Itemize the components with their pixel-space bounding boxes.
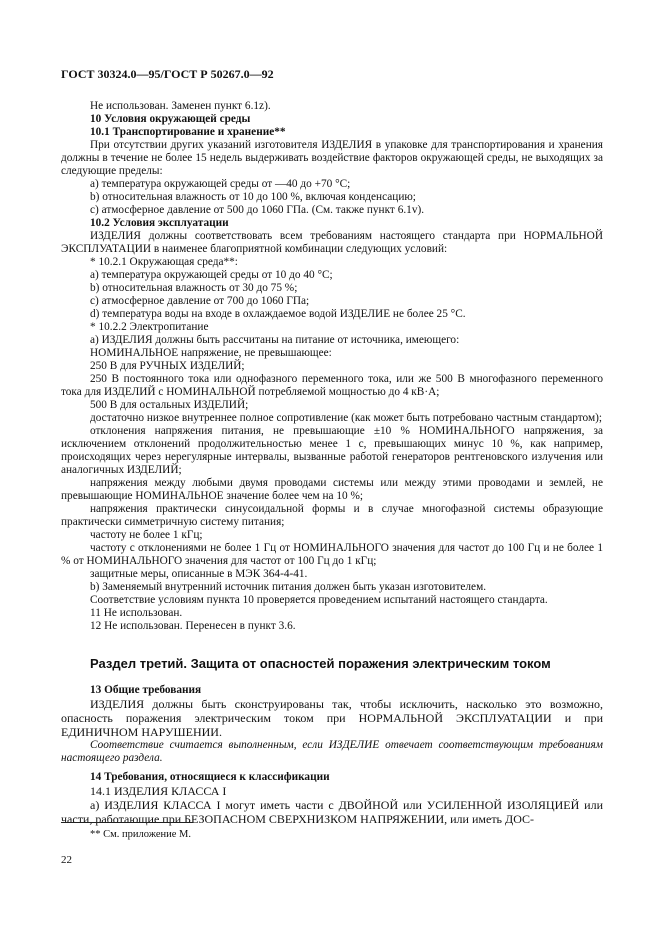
- paragraph: 500 В для остальных ИЗДЕЛИЙ;: [90, 399, 249, 411]
- paragraph: 250 В для РУЧНЫХ ИЗДЕЛИЙ;: [90, 360, 245, 372]
- paragraph: отклонения напряжения питания, не превышающие ±10 % НОМИНАЛЬНОГО напряжения, за исключением отклонений продолжительностью менее 1 с, превышающих минус 10 %, как например, происходящих через нерегулярные интервалы, вызванные работой генераторов рентгеновского излучения или аналогичных ИЗДЕЛИЙ;: [61, 425, 603, 476]
- list-item: b) относительная влажность от 30 до 75 %;: [90, 282, 298, 294]
- paragraph: * 10.2.2 Электропитание: [90, 321, 209, 333]
- document-body: [61, 100, 603, 826]
- paragraph: ИЗДЕЛИЯ должны соответствовать всем требованиям настоящего стандарта при НОРМАЛЬНОЙ ЭКСПЛУАТАЦИИ в наименее благоприятной комбинации следующих условий:: [61, 230, 603, 255]
- paragraph: b) Заменяемый внутренний источник питания должен быть указан изготовителем.: [90, 581, 487, 593]
- document-header: ГОСТ 30324.0—95/ГОСТ Р 50267.0—92: [61, 67, 274, 81]
- section-heading: 13 Общие требования: [90, 684, 202, 696]
- compliance-note: Соответствие считается выполненным, если ИЗДЕЛИЕ отвечает соответствующим требованиям настоящего раздела.: [61, 739, 603, 764]
- footnote: ** См. приложение М.: [90, 829, 192, 840]
- part-heading: Раздел третий. Защита от опасностей поражения электрическим током: [90, 656, 551, 671]
- paragraph: При отсутствии других указаний изготовителя ИЗДЕЛИЯ в упаковке для транспортирования и хранения должны в течение не более 15 недель выдерживать воздействие факторов окружающей среды, не выходящих за следующие пределы:: [61, 139, 603, 177]
- list-item: b) относительная влажность от 10 до 100 %, включая конденсацию;: [90, 191, 416, 203]
- paragraph: напряжения практически синусоидальной формы и в случае многофазной системы образующие практически симметричную систему питания;: [61, 503, 603, 528]
- subsection-heading: 10.1 Транспортирование и хранение**: [90, 126, 286, 138]
- paragraph: НОМИНАЛЬНОЕ напряжение, не превышающее:: [90, 347, 332, 359]
- list-item: с) атмосферное давление от 700 до 1060 ГПа;: [90, 295, 310, 307]
- paragraph: * 10.2.1 Окружающая среда**:: [90, 256, 238, 268]
- section-heading: 10 Условия окружающей среды: [90, 113, 251, 125]
- paragraph: напряжения между любыми двумя проводами системы или между этими проводами и землей, не превышающие НОМИНАЛЬНОЕ значение более чем на 10 %;: [61, 477, 603, 502]
- paragraph: достаточно низкое внутреннее полное сопротивление (как может быть потребовано частным стандартом);: [90, 412, 603, 424]
- list-item: с) атмосферное давление от 500 до 1060 ГПа. (См. также пункт 6.1v).: [90, 204, 425, 216]
- paragraph: Соответствие условиям пункта 10 проверяется проведением испытаний настоящего стандарта.: [90, 594, 548, 606]
- paragraph: защитные меры, описанные в МЭК 364-4-41.: [90, 568, 308, 580]
- paragraph: 250 В постоянного тока или однофазного переменного тока, или же 500 В многофазного переменного тока для ИЗДЕЛИЙ с НОМИНАЛЬНОЙ потребляемой мощностью до 4 кВ·А;: [61, 373, 603, 398]
- paragraph: 11 Не использован.: [90, 607, 183, 619]
- section-heading: 14 Требования, относящиеся к классификации: [90, 771, 330, 783]
- paragraph: ИЗДЕЛИЯ должны быть сконструированы так, чтобы исключить, насколько это возможно, опасность поражения электрическим током при НОРМАЛЬНОЙ ЭКСПЛУАТАЦИИ и при ЕДИНИЧНОМ НАРУШЕНИИ.: [61, 697, 603, 739]
- subsection-heading: 10.2 Условия эксплуатации: [90, 217, 229, 229]
- text-line: Не использован. Заменен пункт 6.1z).: [90, 100, 271, 112]
- list-item: d) температура воды на входе в охлаждаемое водой ИЗДЕЛИЕ не более 25 °С.: [90, 308, 466, 320]
- subsection-heading: 14.1 ИЗДЕЛИЯ КЛАССА I: [90, 784, 227, 798]
- paragraph: частоту не более 1 кГц;: [90, 529, 203, 541]
- paragraph: 12 Не использован. Перенесен в пункт 3.6.: [90, 620, 296, 632]
- list-item: а) температура окружающей среды от 10 до 40 °С;: [90, 269, 333, 281]
- paragraph: частоту с отклонениями не более 1 Гц от НОМИНАЛЬНОГО значения для частот до 100 Гц и не более 1 % от НОМИНАЛЬНОГО значения для частот от 100 Гц до 1 кГц;: [61, 542, 603, 567]
- paragraph: а) ИЗДЕЛИЯ КЛАССА I могут иметь части с ДВОЙНОЙ или УСИЛЕННОЙ ИЗОЛЯЦИЕЙ или части, работающие при БЕЗОПАСНОМ СВЕРХНИЗКОМ НАПРЯЖЕНИИ, или иметь ДОС-: [61, 798, 603, 826]
- page-number: 22: [61, 854, 72, 866]
- footnote-separator: [61, 822, 193, 823]
- list-item: а) температура окружающей среды от —40 до +70 °С;: [90, 178, 351, 190]
- paragraph: а) ИЗДЕЛИЯ должны быть рассчитаны на питание от источника, имеющего:: [90, 334, 460, 346]
